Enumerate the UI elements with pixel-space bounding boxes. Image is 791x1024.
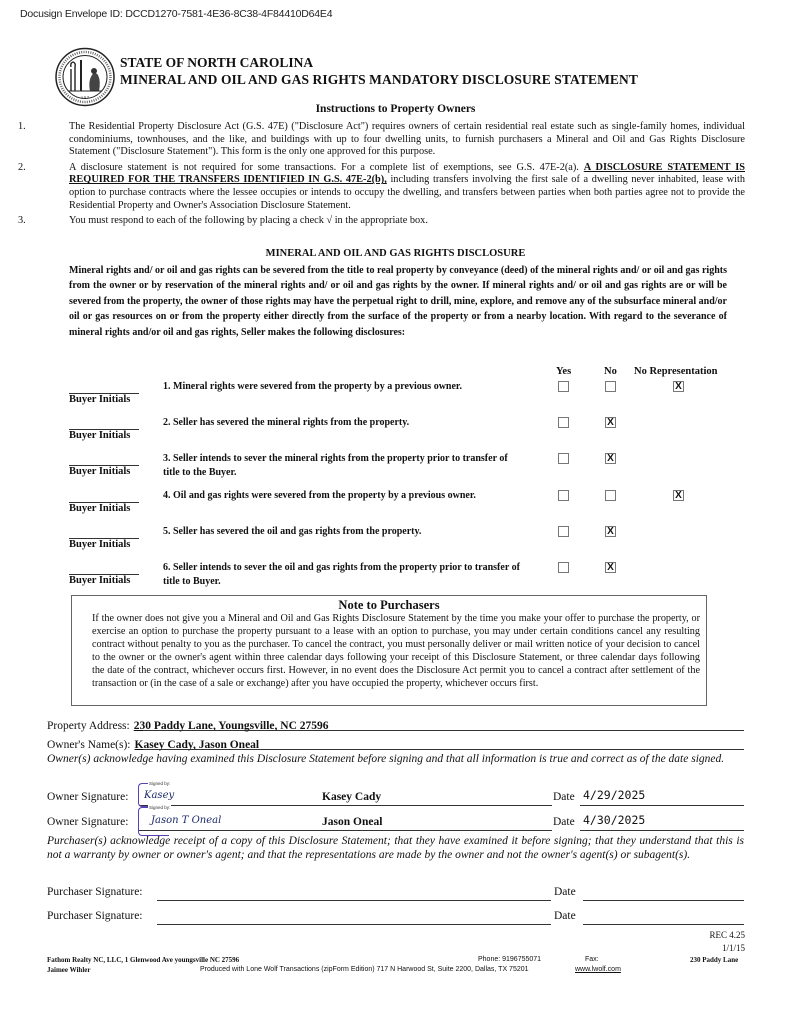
owner-signature-line[interactable] (139, 830, 552, 831)
buyer-initials-label: Buyer Initials (69, 503, 131, 514)
footer-brokerage: Fathom Realty NC, LLC, 1 Glenwood Ave youngsville NC 27596 (47, 956, 240, 964)
item-text (69, 162, 745, 212)
disclosure-row-3 (69, 450, 739, 486)
buyer-initials-label: Buyer Initials (69, 394, 131, 405)
note-to-purchasers-box (71, 595, 707, 706)
checkbox-yes[interactable] (558, 562, 569, 573)
signed-by-tag: Signed by: (149, 805, 171, 810)
date-label: Date (553, 816, 575, 828)
date-line (580, 805, 744, 806)
state-title: STATE OF NORTH CAROLINA (120, 55, 314, 70)
column-no-representation: No Representation (634, 366, 718, 377)
instruction-item (18, 215, 745, 228)
disclosure-row-4 (69, 487, 739, 523)
owner-signature-image: Jason T Oneal (151, 815, 222, 826)
buyer-initials-label: Buyer Initials (69, 430, 131, 441)
checkbox-no-representation[interactable]: X (673, 490, 684, 501)
checkbox-no[interactable] (605, 381, 616, 392)
owner-acknowledgement: Owner(s) acknowledge having examined this Disclosure Statement before signing and that all information is true and correct as of the date signed. (47, 753, 725, 765)
checkbox-no[interactable]: X (605, 526, 616, 537)
owner-signature-line[interactable] (139, 805, 552, 806)
owners-name-label: Owner's Name(s): (47, 739, 131, 751)
owner-signature-row-2 (47, 805, 744, 833)
buyer-initials-label: Buyer Initials (69, 466, 131, 477)
purchaser-signature-line[interactable] (157, 924, 551, 925)
owners-name-field (47, 735, 744, 750)
footer-website-link[interactable]: www.lwolf.com (575, 966, 621, 973)
purchaser-signature-row-1 (47, 886, 744, 902)
date-label: Date (554, 886, 576, 898)
checkbox-yes[interactable] (558, 381, 569, 392)
checkbox-no[interactable] (605, 490, 616, 501)
instructions-list (18, 121, 745, 231)
svg-text:1 9 7: 1 9 7 (81, 95, 89, 100)
required-transfers-emphasis: A DISCLOSURE STATEMENT IS REQUIRED FOR THE TRANSFERS IDENTIFIED IN G.S. 47E-2(b), (69, 161, 745, 186)
instruction-item (18, 121, 745, 159)
disclosure-row-1 (69, 378, 739, 414)
item-number: 1. (18, 121, 26, 132)
purchaser-acknowledgement: Purchaser(s) acknowledge receipt of a copy of this Disclosure Statement; that they have examined it before signing; that they understand that this is not a warranty by owner or owner's agent; and that the representations are made by the owner and not the owner's agent(s) or subagent(s). (47, 835, 744, 861)
purchaser-signature-label: Purchaser Signature: (47, 886, 143, 898)
property-address-line (143, 730, 744, 731)
owner-signature-image: Kasey (144, 790, 175, 801)
owners-name-line (143, 749, 744, 750)
purchaser-date-line[interactable] (583, 924, 744, 925)
property-address-label: Property Address: (47, 720, 130, 732)
item-number: 2. (18, 161, 26, 173)
column-yes: Yes (556, 366, 572, 377)
signed-by-tag: Signed by: (149, 781, 171, 786)
owner-signature-label: Owner Signature: (47, 791, 129, 803)
item-text: You must respond to each of the following by placing a check √ in the appropriate box. (69, 215, 428, 227)
footer-fax: Fax: (585, 956, 599, 963)
checkbox-no-representation[interactable]: X (673, 381, 684, 392)
owner-signature-label: Owner Signature: (47, 816, 129, 828)
owners-name-value[interactable]: Kasey Cady, Jason Oneal (134, 739, 260, 751)
note-text: If the owner does not give you a Mineral and Oil and Gas Rights Disclosure Statement by the time you make your offer to purchase the property, or exercise an option to purchase the property pursuant to a lease with an option to purchase, you may under certain conditions cancel any resulting contract without penalty to you as the purchaser. To cancel the contract, you must personally deliver or mail written notice of your decision to cancel to the owner or the owner's agent within three calendar days following your receipt of this Disclosure Statement, or three calendar days following the date of the contract, whichever occurs first. However, in no event does the Disclosure Act permit you to cancel a contract after settlement of the transaction or (in the case of a sale or exchange) after you have occupied the property, whichever occurs first. (92, 613, 700, 689)
question-text: 5. Seller has severed the oil and gas rights from the property. (163, 526, 422, 537)
form-title: MINERAL AND OIL AND GAS RIGHTS MANDATORY DISCLOSURE STATEMENT (120, 72, 638, 87)
purchaser-signature-row-2 (47, 910, 744, 926)
item-text: The Residential Property Disclosure Act (G.S. 47E) ("Disclosure Act") requires owners of certain residential real estate such as single-family homes, individual condominiums, townhouses, and the like, and buildings with up to four dwelling units, to furnish purchasers a Mineral and Oil and Gas Rights Disclosure Statement ("Disclosure Statement"). This form is the only one approved for this purpose. (69, 121, 745, 158)
footer-produced-by: Produced with Lone Wolf Transactions (zipForm Edition) 717 N Harwood St, Suite 2200, Dallas, TX 75201 (200, 966, 529, 973)
footer-property: 230 Paddy Lane (690, 956, 739, 964)
question-text: 3. Seller intends to sever the mineral rights from the property prior to transfer of title to the Buyer. (163, 453, 508, 478)
purchaser-signature-label: Purchaser Signature: (47, 910, 143, 922)
footer-agent: Jaimee Wihler (47, 966, 91, 974)
disclosure-heading: MINERAL AND OIL AND GAS RIGHTS DISCLOSURE (265, 248, 526, 259)
owner-signature-date[interactable]: 4/29/2025 (583, 788, 646, 802)
checkbox-yes[interactable] (558, 526, 569, 537)
item-text-part: A disclosure statement is not required for some transactions. For a complete list of exemptions, see G.S. 47E-2(a). (69, 161, 584, 173)
date-line (580, 830, 744, 831)
buyer-initials-label: Buyer Initials (69, 575, 131, 586)
question-text: 1. Mineral rights were severed from the property by a previous owner. (163, 381, 462, 392)
nc-seal-icon (54, 47, 116, 107)
instruction-item (18, 162, 745, 212)
question-text: 2. Seller has severed the mineral rights from the property. (163, 417, 410, 428)
question-text: 6. Seller intends to sever the oil and gas rights from the property prior to transfer of title to Buyer. (163, 562, 520, 587)
owner-printed-name: Jason Oneal (322, 816, 383, 828)
checkbox-yes[interactable] (558, 417, 569, 428)
form-date: 1/1/15 (721, 943, 745, 953)
form-code: REC 4.25 (709, 930, 745, 940)
checkbox-yes[interactable] (558, 453, 569, 464)
note-title: Note to Purchasers (338, 598, 440, 612)
item-text-part: including transfers involving the first sale of a dwelling never inhabited, lease with option to purchase contracts where the lessee occupies or intends to occupy the dwelling, and transfers between parties when both parties agree not to provide the Residential Property and Owner's Association Disclosure Statement. (69, 174, 745, 211)
date-label: Date (553, 791, 575, 803)
disclosure-row-5 (69, 523, 739, 559)
disclosure-row-6 (69, 559, 739, 595)
checkbox-no[interactable]: X (605, 562, 616, 573)
buyer-initials-label: Buyer Initials (69, 539, 131, 550)
item-number: 3. (18, 215, 26, 227)
disclosure-row-2 (69, 414, 739, 450)
checkbox-no[interactable]: X (605, 417, 616, 428)
docusign-envelope-id: Docusign Envelope ID: DCCD1270-7581-4E36-8C38-4F84410D64E4 (20, 8, 333, 20)
purchaser-date-line[interactable] (583, 900, 744, 901)
question-text: 4. Oil and gas rights were severed from the property by a previous owner. (163, 490, 476, 501)
instructions-heading: Instructions to Property Owners (315, 103, 476, 115)
footer-phone: Phone: 9196755071 (478, 956, 542, 963)
property-address-field (47, 716, 744, 731)
disclosure-paragraph: Mineral rights and/ or oil and gas rights can be severed from the title to real property by conveyance (deed) of the mineral rights and/ or oil and gas rights from the owner or by reservation of the mineral rights and/ or oil and gas rights by the owner. If mineral rights and/ or oil and gas rights are or will be severed from the property, the owner of those rights may have the perpetual right to drill, mine, explore, and remove any of the subsurface mineral and/or oil or gas resources on or from the property either directly from the surface of the property or from a nearby location. With regard to the severance of mineral rights and/or oil and gas rights, Seller makes the following disclosures: (69, 265, 727, 338)
owner-printed-name: Kasey Cady (322, 791, 382, 803)
checkbox-no[interactable]: X (605, 453, 616, 464)
date-label: Date (554, 910, 576, 922)
owner-signature-date[interactable]: 4/30/2025 (583, 813, 646, 827)
column-no: No (604, 366, 617, 377)
purchaser-signature-line[interactable] (157, 900, 551, 901)
checkbox-yes[interactable] (558, 490, 569, 501)
property-address-value[interactable]: 230 Paddy Lane, Youngsville, NC 27596 (133, 720, 329, 732)
